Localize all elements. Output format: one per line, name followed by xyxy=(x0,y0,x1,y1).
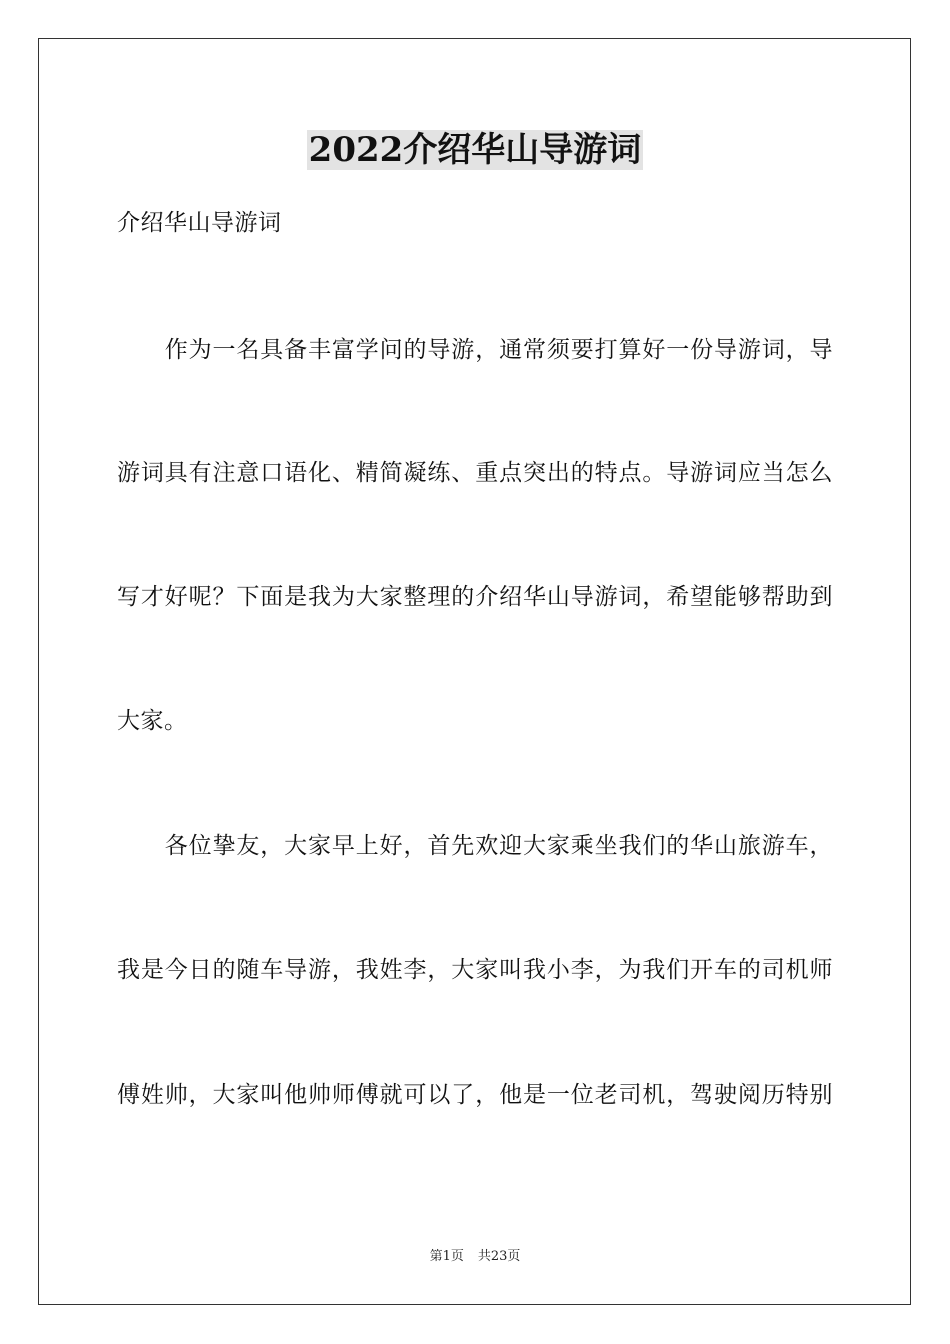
document-title-text: 2022介绍华山导游词 xyxy=(308,130,642,170)
paragraph-1-line-2: 游词具有注意口语化、精简凝练、重点突出的特点。导游词应当怎么 xyxy=(117,460,833,486)
paragraph-2-line-2: 我是今日的随车导游，我姓李，大家叫我小李，为我们开车的司机师 xyxy=(117,957,833,983)
page-total: 共23页 xyxy=(477,1249,521,1264)
page-footer xyxy=(0,1248,950,1266)
paragraph-2-line-3: 傅姓帅，大家叫他帅师傅就可以了，他是一位老司机，驾驶阅历特别 xyxy=(117,1082,833,1108)
page-number: 第1页 xyxy=(429,1249,464,1264)
paragraph-1-line-4: 大家。 xyxy=(117,708,188,734)
paragraph-1-line-1: 作为一名具备丰富学问的导游，通常须要打算好一份导游词，导 xyxy=(117,337,833,363)
document-subtitle: 介绍华山导游词 xyxy=(117,210,282,236)
document-title xyxy=(0,128,950,172)
paragraph-2-line-1: 各位挚友，大家早上好，首先欢迎大家乘坐我们的华山旅游车， xyxy=(117,833,833,859)
paragraph-1-line-3: 写才好呢？下面是我为大家整理的介绍华山导游词，希望能够帮助到 xyxy=(117,584,833,610)
